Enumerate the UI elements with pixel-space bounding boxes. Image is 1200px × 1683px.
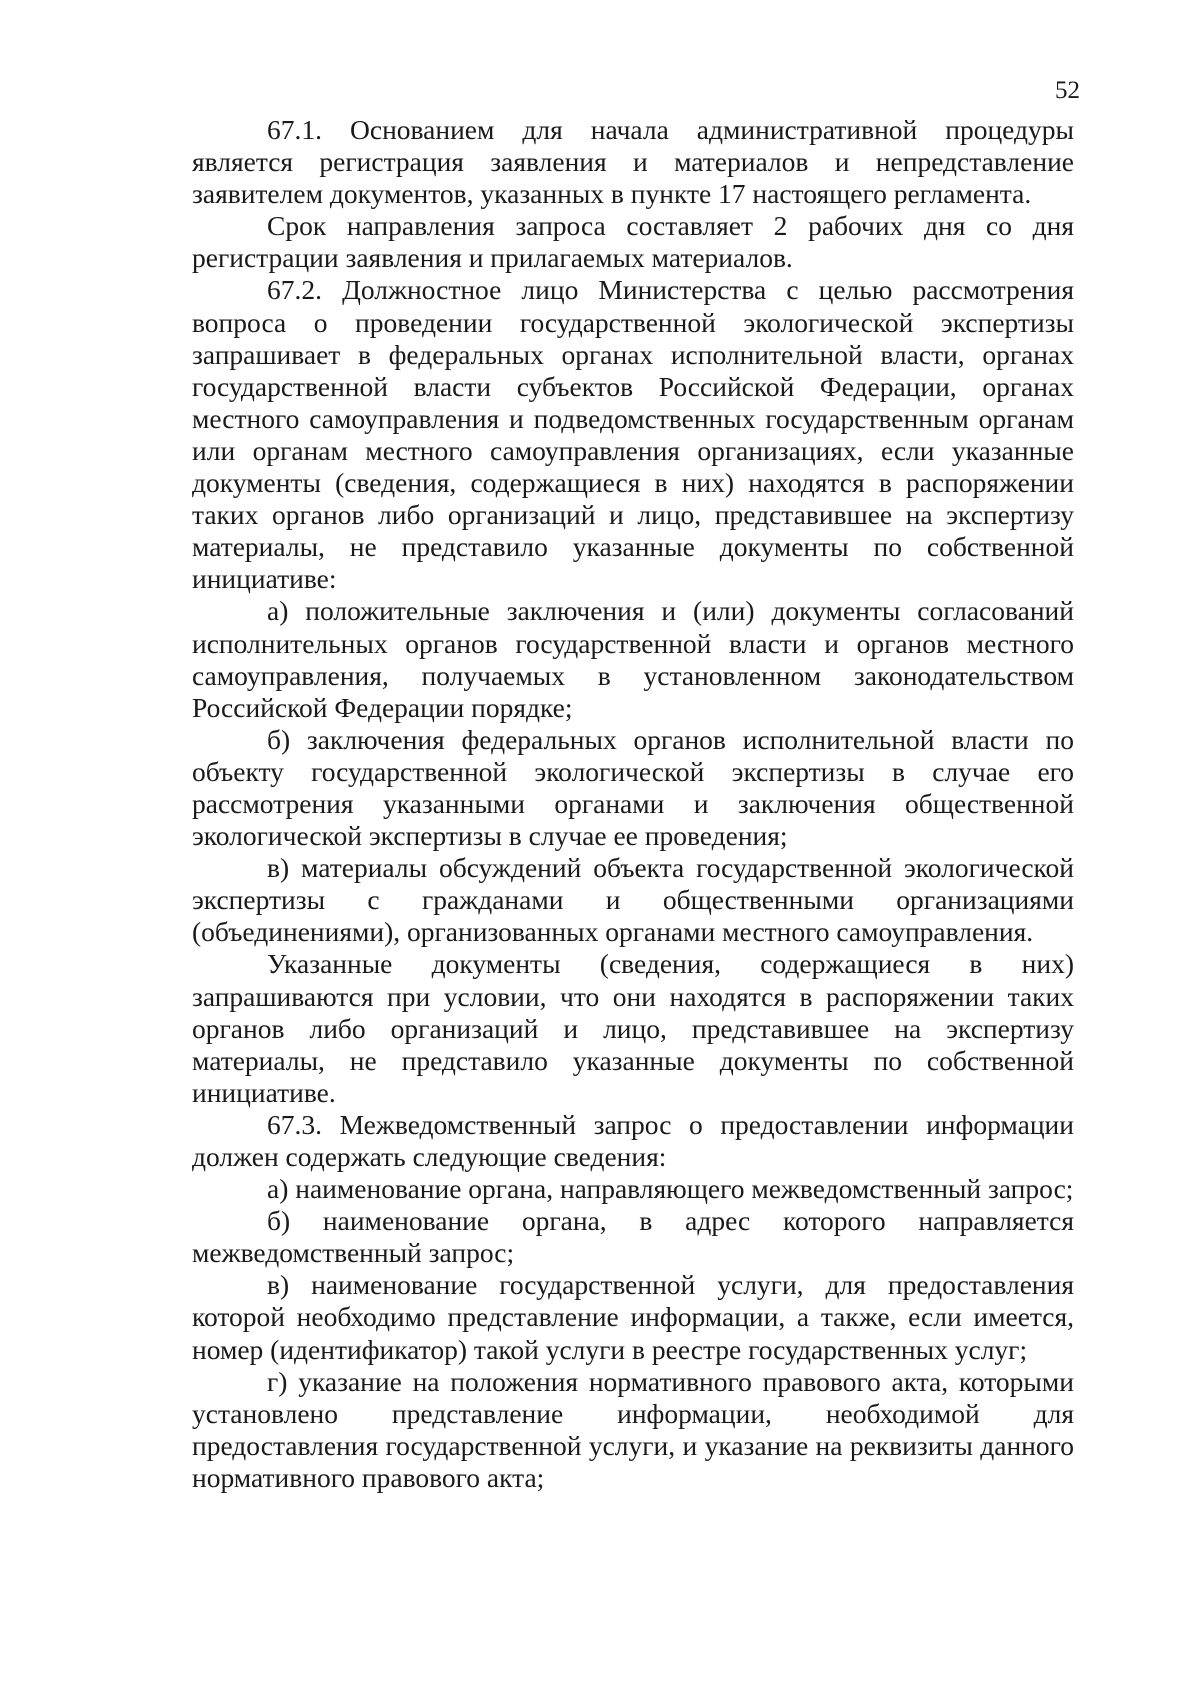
request-item-v: в) наименование государственной услуги, для предоставления которой необходимо представление информации, а также, если имеется, номер (идентификатор) такой услуги в реестре государственных услуг; (192, 1269, 1074, 1365)
request-item-a: а) наименование органа, направляющего межведомственный запрос; (267, 1173, 1074, 1205)
request-item-g: г) указание на положения нормативного правового акта, которыми установлено представление информации, необходимой для предоставления государственной услуги, и указание на реквизиты данного нормативного правового акта; (192, 1365, 1074, 1493)
list-item-a: а) положительные заключения и (или) документы согласований исполнительных органов государственной власти и органов местного самоуправления, получаемых в установленном законодательством Российской Федерации порядке; (192, 595, 1074, 723)
page-number: 52 (1055, 77, 1080, 104)
paragraph-67-2: 67.2. Должностное лицо Министерства с целью рассмотрения вопроса о проведении государственной экологической экспертизы запрашивает в федеральных органах исполнительной власти, органах государственной власти субъектов Российской Федерации, органах местного самоуправления и подведомственных государственным органам или органам местного самоуправления организациях, если указанные документы (сведения, содержащиеся в них) находятся в распоряжении таких органов либо организаций и лицо, представившее на экспертизу материалы, не представило указанные документы по собственной инициативе: (192, 274, 1074, 595)
paragraph-67-1: 67.1. Основанием для начала административной процедуры является регистрация заявления и материалов и непредставление заявителем документов, указанных в пункте 17 настоящего регламента. (192, 114, 1074, 210)
paragraph-request-deadline: Срок направления запроса составляет 2 рабочих дня со дня регистрации заявления и прилагаемых материалов. (192, 210, 1074, 274)
list-item-b: б) заключения федеральных органов исполнительной власти по объекту государственной экологической экспертизы в случае его рассмотрения указанными органами и заключения общественной экологической экспертизы в случае ее проведения; (192, 723, 1074, 852)
paragraph-documents-requested: Указанные документы (сведения, содержащиеся в них) запрашиваются при условии, что они находятся в распоряжении таких органов либо организаций и лицо, представившее на экспертизу материалы, не представило указанные документы по собственной инициативе. (192, 948, 1074, 1108)
paragraph-67-3: 67.3. Межведомственный запрос о предоставлении информации должен содержать следующие сведения: (192, 1108, 1074, 1172)
list-item-v: в) материалы обсуждений объекта государственной экологической экспертизы с гражданами и общественными организациями (объединениями), организованных органами местного самоуправления. (192, 852, 1074, 948)
request-item-b: б) наименование органа, в адрес которого направляется межведомственный запрос; (192, 1205, 1074, 1269)
document-body (192, 114, 1074, 1494)
